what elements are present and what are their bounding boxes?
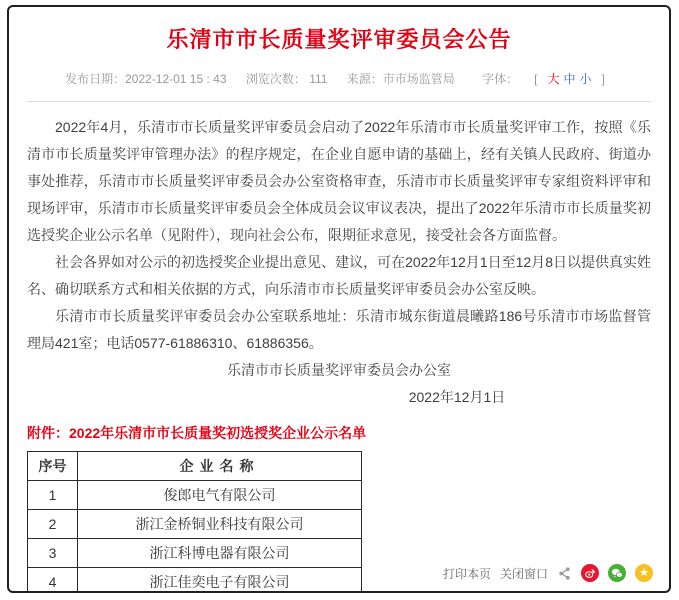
page-footer xyxy=(443,564,653,582)
header-serial-number: 序号 xyxy=(28,452,78,481)
signature-office: 乐清市市长质量奖评审委员会办公室 xyxy=(227,362,451,378)
table-header-row xyxy=(28,452,362,481)
bracket-open: [ xyxy=(534,72,538,86)
announcement-page xyxy=(7,5,671,593)
paragraph-intro: 2022年4月，乐清市市长质量奖评审委员会启动了2022年乐清市市长质量奖评审工作，按照《乐清市市长质量奖评审管理办法》的程序规定，在企业自愿申请的基础上，经有关镇人民政府、街道办事处推荐，乐清市市长质量奖评审委员会办公室资格审查，乐清市市长质量奖评审专家组资料评审和现场评审，乐清市市长质量奖评审委员会全体成员会议审议表决，提出了2022年乐清市市长质量奖初选授奖企业公示名单（见附件），现向社会公布，限期征求意见，接受社会各方面监督。 xyxy=(27,119,651,243)
font-size-label: 字体： xyxy=(482,72,519,86)
paragraph-feedback: 社会各界如对公示的初选授奖企业提出意见、建议，可在2022年12月1日至12月8日以提供真实姓名、确切联系方式和相关依据的方式，向乐清市市长质量奖评审委员会办公室反映。 xyxy=(27,254,651,297)
table-row xyxy=(28,539,362,568)
page-title: 乐清市市长质量奖评审委员会公告 xyxy=(166,27,512,52)
weibo-share-icon[interactable] xyxy=(581,564,599,582)
row-serial: 2 xyxy=(28,510,78,539)
row-company: 浙江佳奕电子有限公司 xyxy=(78,568,362,594)
source-label: 来源：市市场监管局 xyxy=(346,72,455,86)
publish-date: 发布日期：2022-12-01 15 : 43 xyxy=(65,72,227,86)
print-page-link[interactable]: 打印本页 xyxy=(442,566,491,581)
signature-date: 2022年12月1日 xyxy=(408,389,506,405)
table-row xyxy=(28,510,362,539)
header-company-name: 企业名称 xyxy=(78,452,362,481)
paragraph-contact: 乐清市市长质量奖评审委员会办公室联系地址：乐清市城东街道晨曦路186号乐清市市场监督管理局421室；电话0577-61886310、61886356。 xyxy=(27,308,651,351)
share-icon[interactable] xyxy=(557,566,572,581)
attachment-title: 附件：2022年乐清市市长质量奖初选授奖企业公示名单 xyxy=(27,425,367,441)
font-size-large[interactable]: 大 xyxy=(547,72,560,86)
close-window-link[interactable]: 关闭窗口 xyxy=(499,566,548,581)
row-serial: 1 xyxy=(28,481,78,510)
qzone-star-glyph: ★ xyxy=(639,566,649,579)
row-company: 浙江科博电器有限公司 xyxy=(78,539,362,568)
table-row xyxy=(28,481,362,510)
article-meta xyxy=(27,70,651,87)
font-size-small[interactable]: 小 xyxy=(579,72,592,86)
font-size-control xyxy=(474,72,613,86)
bracket-close: ] xyxy=(601,72,605,86)
view-count: 浏览次数： 111 xyxy=(245,72,328,86)
row-serial: 3 xyxy=(28,539,78,568)
wechat-share-icon[interactable] xyxy=(608,564,626,582)
company-list-table xyxy=(27,451,362,593)
row-serial: 4 xyxy=(28,568,78,594)
table-row xyxy=(28,568,362,594)
row-company: 俊郎电气有限公司 xyxy=(78,481,362,510)
row-company: 浙江金桥铜业科技有限公司 xyxy=(78,510,362,539)
header-divider xyxy=(27,101,651,102)
announcement-body xyxy=(27,114,651,411)
font-size-medium[interactable]: 中 xyxy=(563,72,576,86)
qzone-share-icon[interactable] xyxy=(635,564,653,582)
